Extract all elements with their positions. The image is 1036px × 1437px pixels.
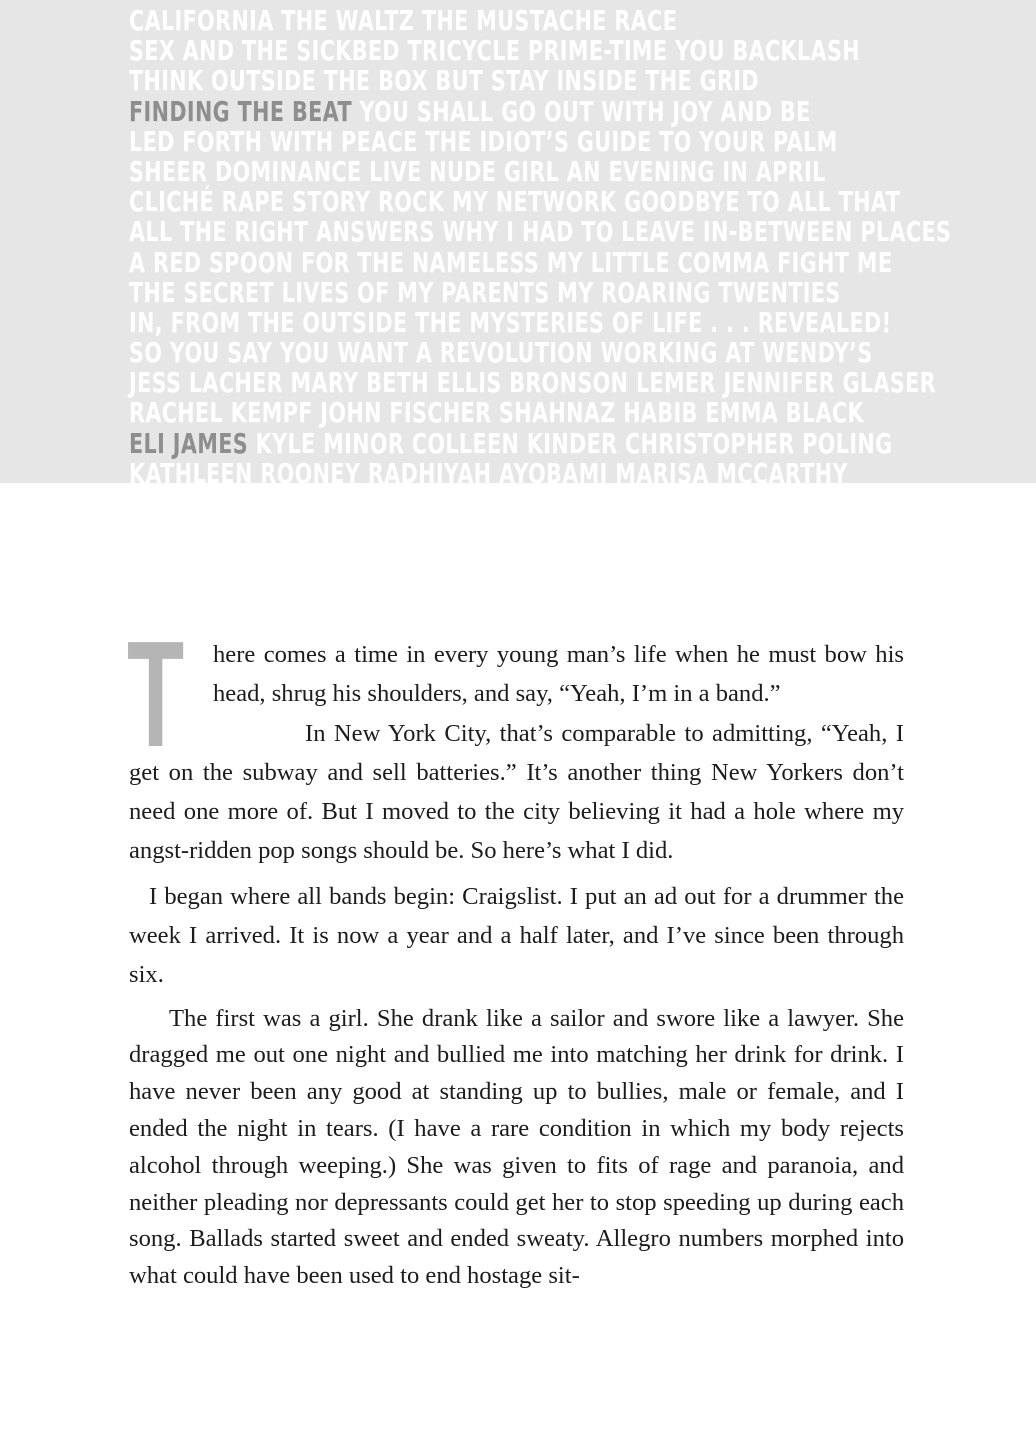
title-text: YOU SHALL GO OUT WITH JOY AND BE: [351, 94, 811, 128]
title-text: KYLE MINOR COLLEEN KINDER CHRISTOPHER POLING: [248, 426, 893, 460]
title-line: [129, 366, 937, 400]
title-text: SO YOU SAY YOU WANT A REVOLUTION WORKING AT WENDY’S: [129, 336, 873, 370]
paragraph-1-text: here comes a time in every young man’s life when he must bow his head, shrug his shoulders, and say, “Yeah, I’m in a band.”: [213, 641, 904, 708]
article-body: [127, 609, 904, 1295]
title-line: [129, 336, 873, 370]
paragraph-1b: In New York City, that’s comparable to admitting, “Yeah, I get on the subway and sell batteries.” It’s another thing New Yorkers don’t need one more of. But I moved to the city believing it had a hole where my angst-ridden pop songs should be. So here’s what I did.: [129, 719, 904, 865]
title-text: LED FORTH WITH PEACE THE IDIOT’S GUIDE TO YOUR PALM: [129, 124, 838, 158]
title-line: [129, 6, 795, 36]
paragraph-1: [127, 609, 904, 778]
paragraph-3: The first was a girl. She drank like a sailor and swore like a lawyer. She dragged me out one night and bullied me into matching her drink for drink. I have never been any good at standing up to bullies, male or female, and I ended the night in tears. (I have a rare condition in which my body rejects alcohol through weeping.) She was given to fits of rage and paranoia, and neither pleading nor depressants could get her to stop speeding up during each song. Ballads started sweet and ended sweaty. Allegro numbers morphed into what could have been used to end hostage sit-: [129, 1004, 904, 1290]
title-line: [129, 396, 864, 430]
title-text: SHEER DOMINANCE LIVE NUDE GIRL AN EVENING IN APRIL: [129, 154, 826, 188]
title-text: ALL THE RIGHT ANSWERS WHY I HAD TO LEAVE IN-BETWEEN PLACES: [129, 215, 952, 249]
title-list: [129, 4, 952, 483]
title-line: [129, 456, 848, 483]
title-line: [129, 245, 893, 279]
title-line: [129, 426, 893, 460]
highlighted-title: ELI JAMES: [129, 426, 249, 460]
title-text: JESS LACHER MARY BETH ELLIS BRONSON LEMER JENNIFER GLASER: [129, 366, 937, 400]
title-line: [129, 215, 952, 249]
title-text: THINK OUTSIDE THE BOX BUT STAY INSIDE THE GRID: [129, 64, 759, 98]
title-text: CALIFORNIA THE WALTZ THE MUSTACHE RACE: [129, 4, 678, 37]
drop-cap: T: [127, 609, 185, 778]
title-text: THE SECRET LIVES OF MY PARENTS MY ROARING TWENTIES: [129, 275, 841, 309]
highlighted-title: FINDING THE BEAT: [129, 94, 352, 128]
title-line: [129, 305, 892, 339]
paragraph-2: I began where all bands begin: Craigslist. I put an ad out for a drummer the week I arrived. It is now a year and a half later, and I’ve since been through six.: [129, 882, 904, 989]
title-line: [129, 66, 795, 96]
title-text: KATHLEEN ROONEY RADHIYAH AYOBAMI MARISA MCCARTHY: [129, 456, 848, 483]
title-line: [129, 275, 841, 309]
title-text: SEX AND THE SICKBED TRICYCLE PRIME-TIME YOU BACKLASH: [129, 34, 860, 68]
title-text: CLICHÉ RAPE STORY ROCK MY NETWORK GOODBYE TO ALL THAT: [129, 185, 901, 219]
title-line: [129, 185, 901, 219]
title-line: [129, 154, 826, 188]
title-text: RACHEL KEMPF JOHN FISCHER SHAHNAZ HABIB EMMA BLACK: [129, 396, 864, 430]
title-line: [129, 94, 811, 128]
title-text: A RED SPOON FOR THE NAMELESS MY LITTLE COMMA FIGHT ME: [129, 245, 893, 279]
title-banner: [0, 0, 1036, 483]
title-text: IN, FROM THE OUTSIDE THE MYSTERIES OF LIFE . . . REVEALED!: [129, 305, 892, 339]
title-line: [129, 124, 838, 158]
title-line: [129, 34, 860, 68]
